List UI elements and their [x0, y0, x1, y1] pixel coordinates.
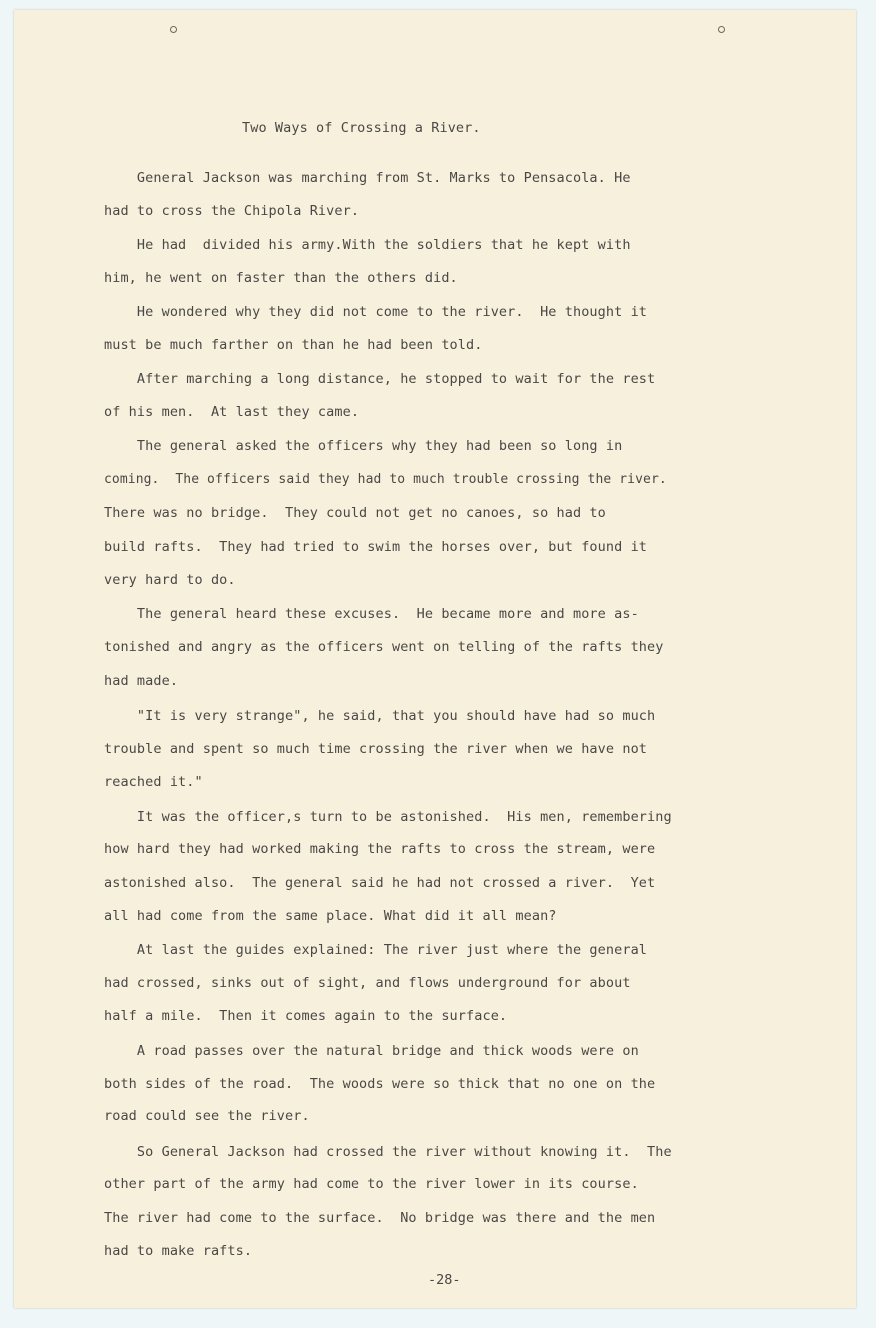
text-line: him, he went on faster than the others did. [104, 270, 458, 286]
text-line: At last the guides explained: The river just where the general [104, 942, 648, 958]
text-line: It was the officer,s turn to be astonished. His men, remembering [104, 809, 672, 825]
text-line: had made. [104, 673, 179, 689]
text-line: had to cross the Chipola River. [104, 203, 360, 219]
text-line: all had come from the same place. What did it all mean? [104, 908, 557, 924]
text-line: must be much farther on than he had been told. [104, 337, 483, 353]
text-line: how hard they had worked making the rafts to cross the stream, were [104, 841, 656, 857]
text-line: reached it." [104, 774, 203, 790]
text-line: There was no bridge. They could not get no canoes, so had to [104, 505, 606, 521]
text-line: He wondered why they did not come to the river. He thought it [104, 304, 648, 320]
text-line: half a mile. Then it comes again to the surface. [104, 1008, 508, 1024]
text-line: So General Jackson had crossed the river without knowing it. The [104, 1144, 672, 1160]
text-line: road could see the river. [104, 1108, 310, 1124]
text-line: coming. The officers said they had to much trouble crossing the river. [104, 472, 667, 487]
text-line: General Jackson was marching from St. Marks to Pensacola. He [104, 170, 631, 186]
text-line: After marching a long distance, he stopped to wait for the rest [104, 371, 656, 387]
typed-page [14, 10, 856, 1308]
text-line: both sides of the road. The woods were so thick that no one on the [104, 1076, 656, 1092]
text-line: tonished and angry as the officers went on telling of the rafts they [104, 639, 664, 655]
text-line: other part of the army had come to the river lower in its course. [104, 1176, 639, 1192]
document-title: Two Ways of Crossing a River. [242, 120, 481, 136]
text-line: had crossed, sinks out of sight, and flows underground for about [104, 975, 631, 991]
text-line: had to make rafts. [104, 1243, 253, 1259]
text-line: very hard to do. [104, 572, 236, 588]
text-line: trouble and spent so much time crossing the river when we have not [104, 741, 648, 757]
text-line: "It is very strange", he said, that you should have had so much [104, 708, 656, 724]
text-line: He had divided his army.With the soldiers that he kept with [104, 237, 631, 253]
text-line: A road passes over the natural bridge and thick woods were on [104, 1043, 639, 1059]
page-number: -28- [428, 1272, 461, 1288]
text-line: The general heard these excuses. He became more and more as- [104, 606, 639, 622]
text-line: build rafts. They had tried to swim the horses over, but found it [104, 539, 648, 555]
text-line: The river had come to the surface. No bridge was there and the men [104, 1210, 656, 1226]
text-line: astonished also. The general said he had not crossed a river. Yet [104, 875, 656, 891]
text-line: of his men. At last they came. [104, 404, 360, 420]
document-body [14, 10, 856, 1308]
text-line: The general asked the officers why they had been so long in [104, 438, 623, 454]
